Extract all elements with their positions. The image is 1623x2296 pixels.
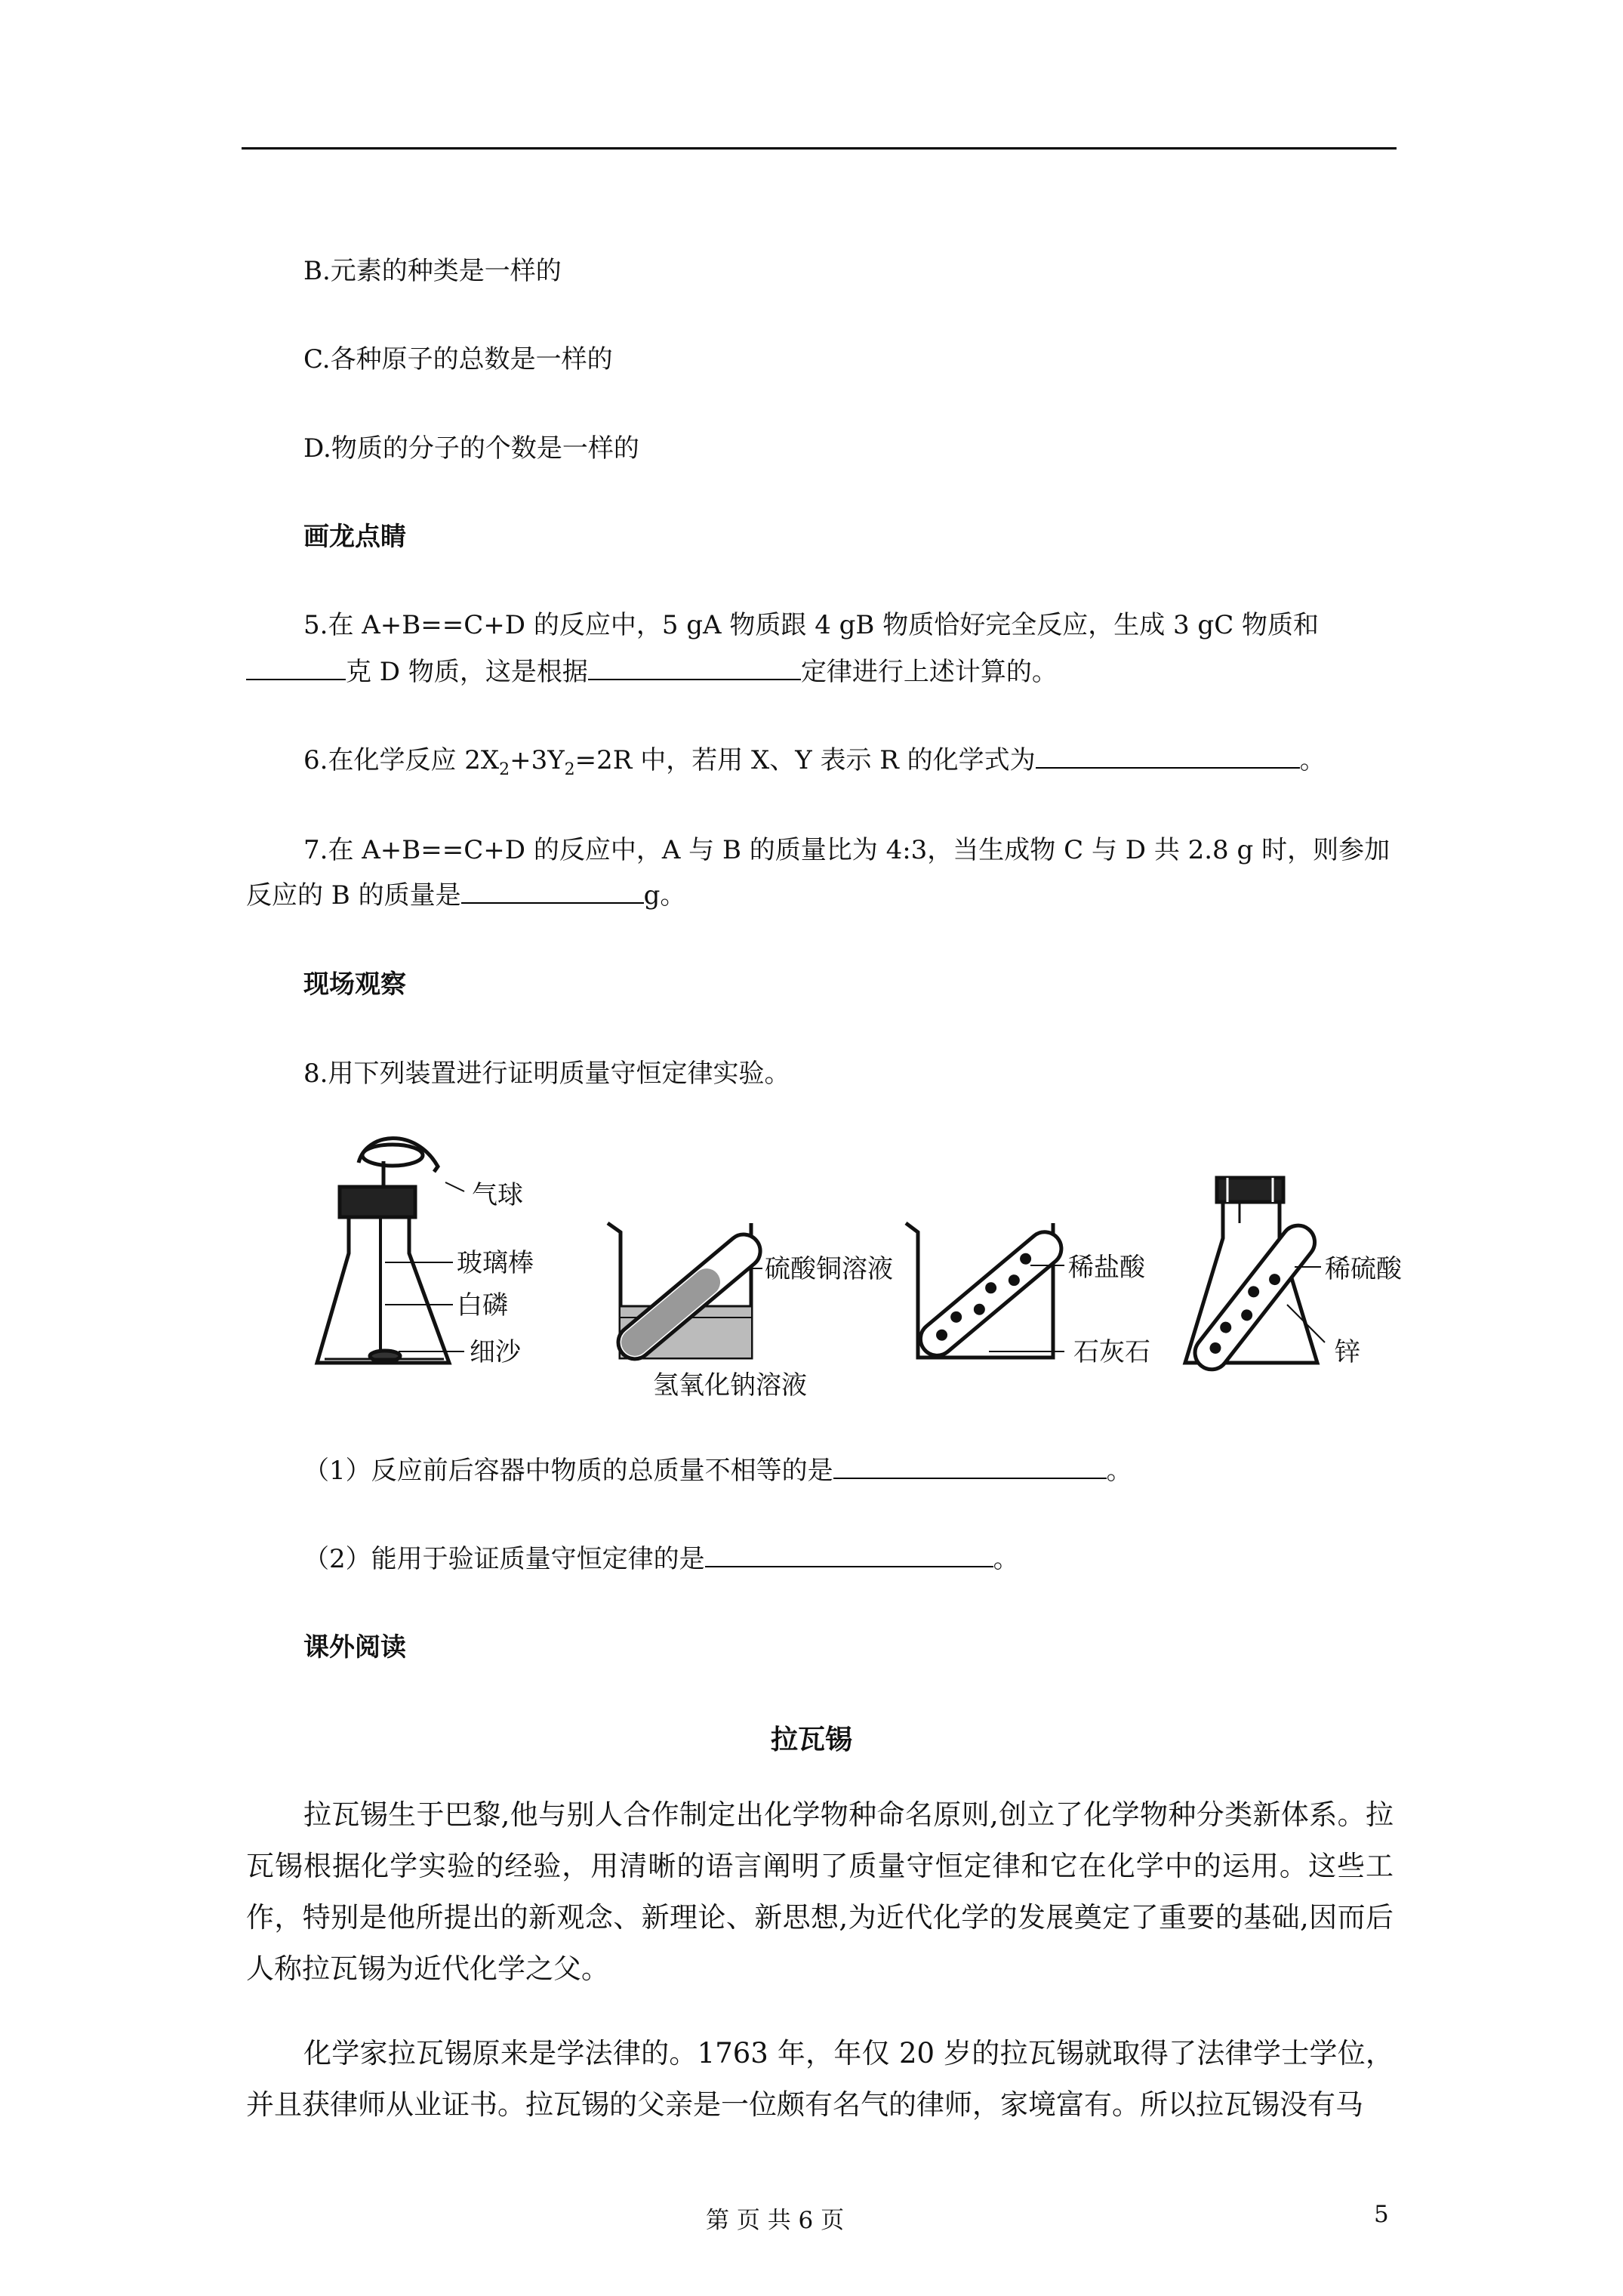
reading-title: 拉瓦锡 bbox=[770, 1724, 852, 1755]
label-balloon: 气球 bbox=[472, 1180, 523, 1210]
question-8-sub1-text: （1）反应前后容器中物质的总质量不相等的是 bbox=[303, 1456, 833, 1486]
answer-blank[interactable] bbox=[833, 1455, 1107, 1479]
question-8-sub2-end: 。 bbox=[993, 1544, 1019, 1574]
stopper-icon bbox=[340, 1187, 415, 1217]
section-heading-xianchang: 现场观察 bbox=[303, 969, 406, 1000]
answer-blank[interactable] bbox=[461, 880, 644, 904]
choice-d: D.物质的分子的个数是一样的 bbox=[303, 433, 639, 464]
question-5-text-b: 定律进行上述计算的。 bbox=[800, 657, 1058, 687]
choice-c: C.各种原子的总数是一样的 bbox=[303, 344, 613, 374]
question-8-sub2-text: （2）能用于验证质量守恒定律的是 bbox=[303, 1544, 705, 1574]
question-7-text: 反应的 B 的质量是 bbox=[246, 880, 461, 911]
label-glass-rod: 玻璃棒 bbox=[457, 1248, 534, 1278]
question-8-stem: 8.用下列装置进行证明质量守恒定律实验。 bbox=[303, 1059, 790, 1089]
balloon-icon bbox=[362, 1145, 423, 1166]
subscript: 2 bbox=[564, 760, 575, 779]
question-6-end: 。 bbox=[1299, 745, 1326, 775]
answer-blank[interactable] bbox=[1036, 744, 1300, 769]
flask-icon bbox=[317, 1217, 449, 1363]
label-dilute-hcl: 稀盐酸 bbox=[1068, 1253, 1145, 1283]
label-fine-sand: 细沙 bbox=[470, 1337, 521, 1367]
apparatus-figure bbox=[310, 1133, 1412, 1412]
subscript: 2 bbox=[499, 760, 510, 779]
question-6-post: =2R 中，若用 X、Y 表示 R 的化学式为 bbox=[574, 745, 1036, 775]
label-sodium-hydroxide: 氢氧化钠溶液 bbox=[653, 1370, 807, 1401]
question-7-unit: g。 bbox=[643, 880, 686, 911]
label-white-phosphorus: 白磷 bbox=[457, 1290, 508, 1321]
answer-blank[interactable] bbox=[588, 656, 801, 680]
answer-blank[interactable] bbox=[246, 656, 346, 680]
page-count: 第 页 共 6 页 bbox=[706, 2207, 845, 2234]
page-number: 5 bbox=[1374, 2201, 1389, 2228]
question-7-line2 bbox=[246, 879, 685, 912]
section-heading-kewai: 课外阅读 bbox=[303, 1632, 406, 1663]
label-dilute-h2so4: 稀硫酸 bbox=[1325, 1254, 1402, 1284]
question-7-line1: 7.在 A+B==C+D 的反应中，A 与 B 的质量比为 4:3，当生成物 C 与 D 共 2.8 g 时，则参加 bbox=[303, 835, 1390, 865]
question-5-line1: 5.在 A+B==C+D 的反应中，5 gA 物质跟 4 gB 物质恰好完全反应，生成 3 gC 物质和 bbox=[303, 610, 1320, 640]
question-6-pre: 6.在化学反应 2X bbox=[303, 745, 500, 775]
reading-paragraph-2: 化学家拉瓦锡原来是学法律的。1763 年，年仅 20 岁的拉瓦锡就取得了法律学士学位，并且获律师从业证书。拉瓦锡的父亲是一位颇有名气的律师，家境富有。所以拉瓦锡没有马 bbox=[246, 2037, 1394, 2121]
test-tube-icon bbox=[1188, 1219, 1321, 1376]
section-heading-hualong: 画龙点睛 bbox=[303, 522, 406, 552]
question-8-sub1 bbox=[303, 1454, 1132, 1487]
question-8-sub2 bbox=[303, 1542, 1019, 1576]
question-5-line2 bbox=[246, 655, 1058, 689]
label-zinc: 锌 bbox=[1335, 1337, 1360, 1367]
header-rule bbox=[242, 147, 1397, 149]
question-6-mid: +3Y bbox=[510, 745, 565, 775]
answer-blank[interactable] bbox=[705, 1543, 993, 1567]
test-tube-icon bbox=[913, 1225, 1067, 1363]
label-copper-sulfate: 硫酸铜溶液 bbox=[765, 1254, 893, 1284]
reading-paragraph-1: 拉瓦锡生于巴黎,他与别人合作制定出化学物种命名原则,创立了化学物种分类新体系。拉瓦锡根据化学实验的经验，用清晰的语言阐明了质量守恒定律和它在化学中的运用。这些工作，特别是他所提出的新观念、新理论、新思想,为近代化学的发展奠定了重要的基础,因而后人称拉瓦锡为近代化学之父。 bbox=[246, 1798, 1394, 1985]
label-limestone: 石灰石 bbox=[1073, 1337, 1150, 1367]
question-8-sub1-end: 。 bbox=[1106, 1456, 1132, 1486]
question-5-text-a: 克 D 物质，这是根据 bbox=[346, 657, 588, 687]
choice-b: B.元素的种类是一样的 bbox=[303, 256, 562, 286]
question-6 bbox=[303, 744, 1326, 777]
